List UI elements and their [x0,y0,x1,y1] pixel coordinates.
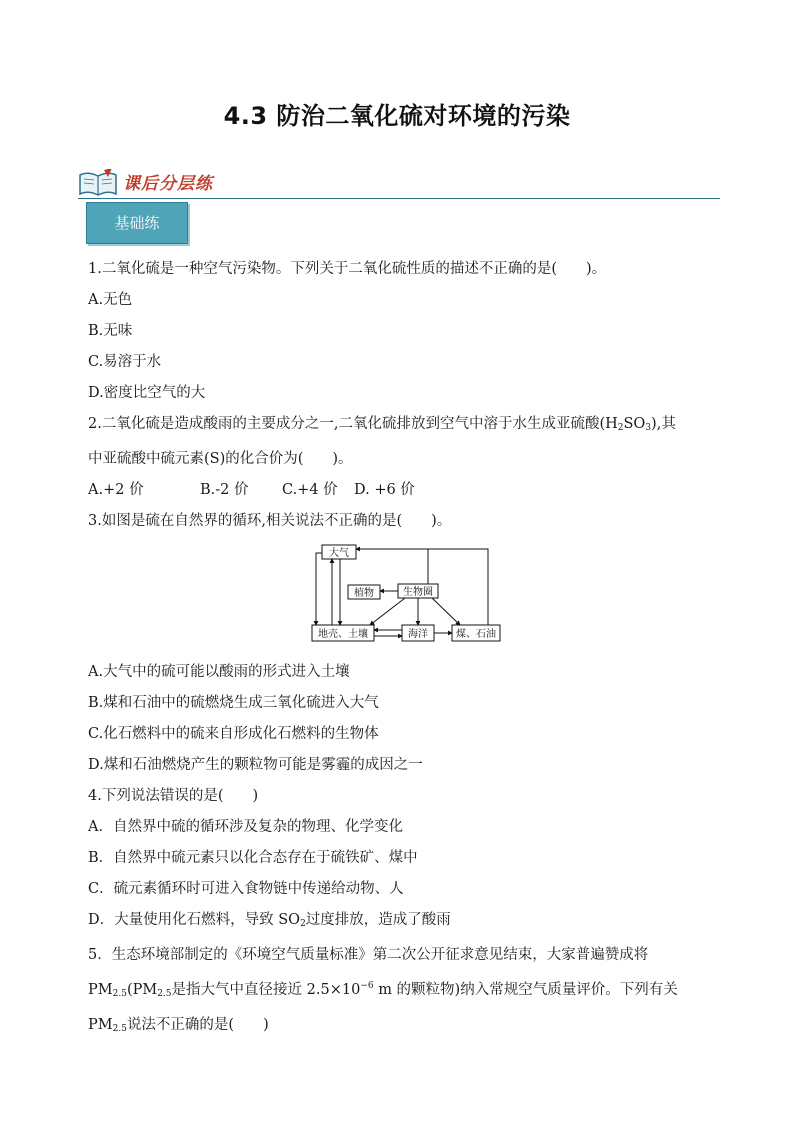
question-1-option-d: D.密度比空气的大 [88,385,206,401]
question-3-option-c: C.化石燃料中的硫来自形成化石燃料的生物体 [88,726,379,742]
node-atmosphere-label: 大气 [329,548,349,559]
question-4-option-b: B．自然界中硫元素只以化合态存在于硫铁矿、煤中 [88,850,418,866]
question-3-option-d: D.煤和石油燃烧产生的颗粒物可能是雾霾的成因之一 [88,757,423,773]
node-biosphere-label: 生物圈 [403,587,433,598]
question-1-option-a: A.无色 [88,292,133,308]
sulfur-cycle-diagram [310,541,508,653]
section-label: 课后分层练 [123,174,213,194]
question-3-option-b: B.煤和石油中的硫燃烧生成三氧化硫进入大气 [88,695,379,711]
node-plants-label: 植物 [354,588,374,599]
question-5-stem-line2: $PM_{2.5}(PM_{2.5}$是指大气中直径接近 $2.5\times 10^{-6}$ m 的颗粒物)纳入常规空气质量评价。下列有关 [88,981,678,999]
question-2-option-a: A.+2 价 [88,482,144,498]
node-ocean-label: 海洋 [408,629,428,640]
node-coal-oil-label: 煤、石油 [456,629,496,640]
question-4-option-c: C．硫元素循环时可进入食物链中传递给动物、人 [88,881,404,897]
question-2-option-d: D. +6 价 [354,482,415,498]
question-1-option-b: B.无味 [88,323,133,339]
question-5-stem-line3: $PM_{2.5}$说法不正确的是( ) [88,1017,269,1034]
level-badge: 基础练 [86,202,188,244]
question-4-stem: 4.下列说法错误的是( ) [88,788,259,804]
question-2-stem-line1: 2.二氧化硫是造成酸雨的主要成分之一,二氧化硫排放到空气中溶于水生成亚硫酸$(H_2SO_3)$,其 [88,416,676,433]
question-2-options [88,475,722,506]
node-crust-soil-label: 地壳、土壤 [318,629,368,640]
question-list [88,254,722,1045]
book-icon [78,169,118,197]
question-1-option-c: C.易溶于水 [88,354,162,370]
question-3-option-a: A.大气中的硫可能以酸雨的形式进入土壤 [88,664,350,680]
section-divider [78,198,720,199]
page-title: 4.3 防治二氧化硫对环境的污染 [223,102,571,130]
question-4-option-d: D．大量使用化石燃料，导致 $SO_2$过度排放，造成了酸雨 [88,912,451,929]
question-2-stem-line2: 中亚硫酸中硫元素(S)的化合价为( )。 [88,451,353,467]
question-3-stem: 3.如图是硫在自然界的循环,相关说法不正确的是( )。 [88,513,452,529]
question-5-stem-line1: 5．生态环境部制定的《环境空气质量标准》第二次公开征求意见结束，大家普遍赞成将 [88,947,649,963]
question-2-option-b: B.-2 价 [200,482,249,498]
question-1-stem: 1.二氧化硫是一种空气污染物。下列关于二氧化硫性质的描述不正确的是( )。 [88,261,607,277]
section-header [78,165,720,199]
question-4-option-a: A．自然界中硫的循环涉及复杂的物理、化学变化 [88,819,403,835]
question-2-option-c: C.+4 价 [282,482,338,498]
